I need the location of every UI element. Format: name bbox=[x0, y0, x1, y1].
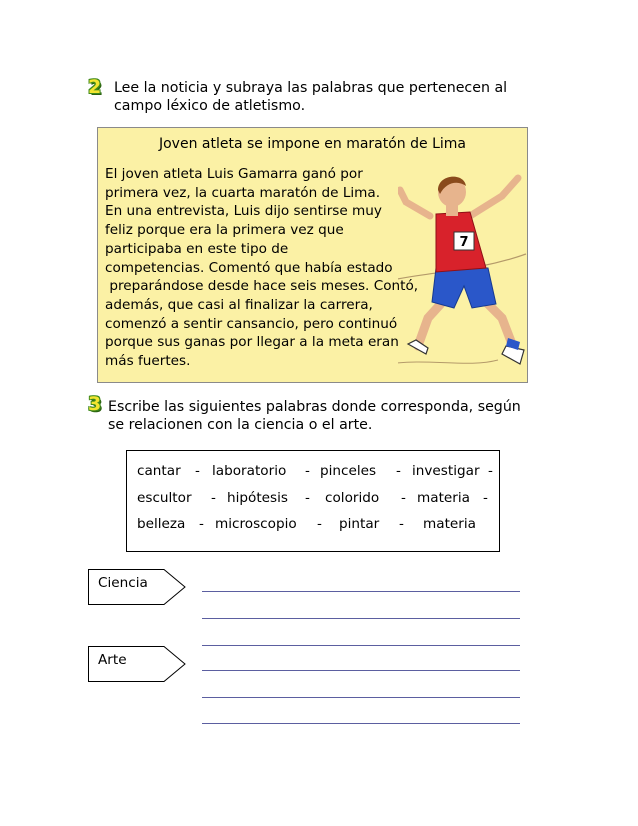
category-tag-ciencia bbox=[88, 569, 186, 605]
news-line: En una entrevista, Luis dijo sentirse muy bbox=[105, 203, 382, 220]
exercise-3-instruction bbox=[108, 398, 521, 434]
word: escultor bbox=[137, 490, 192, 506]
news-line: comenzó a sentir cansancio, pero continuó bbox=[105, 315, 398, 332]
exercise-number-2: 2 bbox=[88, 76, 102, 98]
answer-line[interactable] bbox=[202, 618, 520, 619]
news-body bbox=[105, 165, 418, 371]
word: pinceles bbox=[320, 463, 377, 479]
news-line: feliz porque era la primera vez que bbox=[105, 222, 344, 239]
instruction-line: Escribe las siguientes palabras donde corresponda, según bbox=[108, 399, 521, 415]
category-tag-arte bbox=[88, 646, 186, 682]
separator: - bbox=[488, 463, 493, 479]
news-line: preparándose desde hace seis meses. Contó, bbox=[105, 278, 419, 295]
news-title: Joven atleta se impone en maratón de Lima bbox=[158, 136, 466, 152]
separator: - bbox=[401, 490, 406, 506]
news-line: participaba en este tipo de bbox=[105, 240, 289, 257]
separator: - bbox=[305, 490, 310, 506]
news-line: primera vez, la cuarta maratón de Lima. bbox=[105, 184, 381, 201]
word: investigar bbox=[412, 463, 480, 479]
news-line: El joven atleta Luis Gamarra ganó por bbox=[105, 166, 363, 182]
word: cantar bbox=[137, 463, 181, 479]
exercise-2-instruction bbox=[114, 79, 507, 115]
answer-line[interactable] bbox=[202, 723, 520, 724]
bib-number: 7 bbox=[459, 235, 469, 250]
word: laboratorio bbox=[212, 463, 287, 479]
word: hipótesis bbox=[227, 490, 288, 506]
separator: - bbox=[399, 516, 404, 532]
separator: - bbox=[195, 463, 200, 479]
word: pintar bbox=[339, 516, 380, 532]
word-bank-box bbox=[126, 450, 500, 552]
separator: - bbox=[483, 490, 488, 506]
category-label: Arte bbox=[98, 652, 127, 668]
word: materia bbox=[417, 490, 470, 506]
news-article-box bbox=[97, 127, 528, 383]
answer-line[interactable] bbox=[202, 670, 520, 671]
answer-line[interactable] bbox=[202, 645, 520, 646]
instruction-line: campo léxico de atletismo. bbox=[114, 98, 306, 114]
category-label: Ciencia bbox=[98, 575, 148, 591]
word: microscopio bbox=[215, 516, 297, 532]
separator: - bbox=[199, 516, 204, 532]
instruction-line: Lee la noticia y subraya las palabras que pertenecen al bbox=[114, 80, 508, 96]
word: belleza bbox=[137, 516, 186, 532]
news-line: además, que casi al finalizar la carrera, bbox=[105, 296, 373, 313]
answer-line[interactable] bbox=[202, 697, 520, 698]
separator: - bbox=[211, 490, 216, 506]
separator: - bbox=[305, 463, 310, 479]
word: colorido bbox=[325, 490, 380, 506]
instruction-line: se relacionen con la ciencia o el arte. bbox=[108, 417, 373, 433]
word: materia bbox=[423, 516, 476, 532]
news-line: más fuertes. bbox=[105, 353, 191, 370]
exercise-number-3: 3 bbox=[88, 393, 102, 415]
answer-line[interactable] bbox=[202, 591, 520, 592]
news-line: porque sus ganas por llegar a la meta eran bbox=[105, 334, 399, 351]
news-line: competencias. Comentó que había estado bbox=[105, 259, 393, 276]
separator: - bbox=[396, 463, 401, 479]
separator: - bbox=[317, 516, 322, 532]
